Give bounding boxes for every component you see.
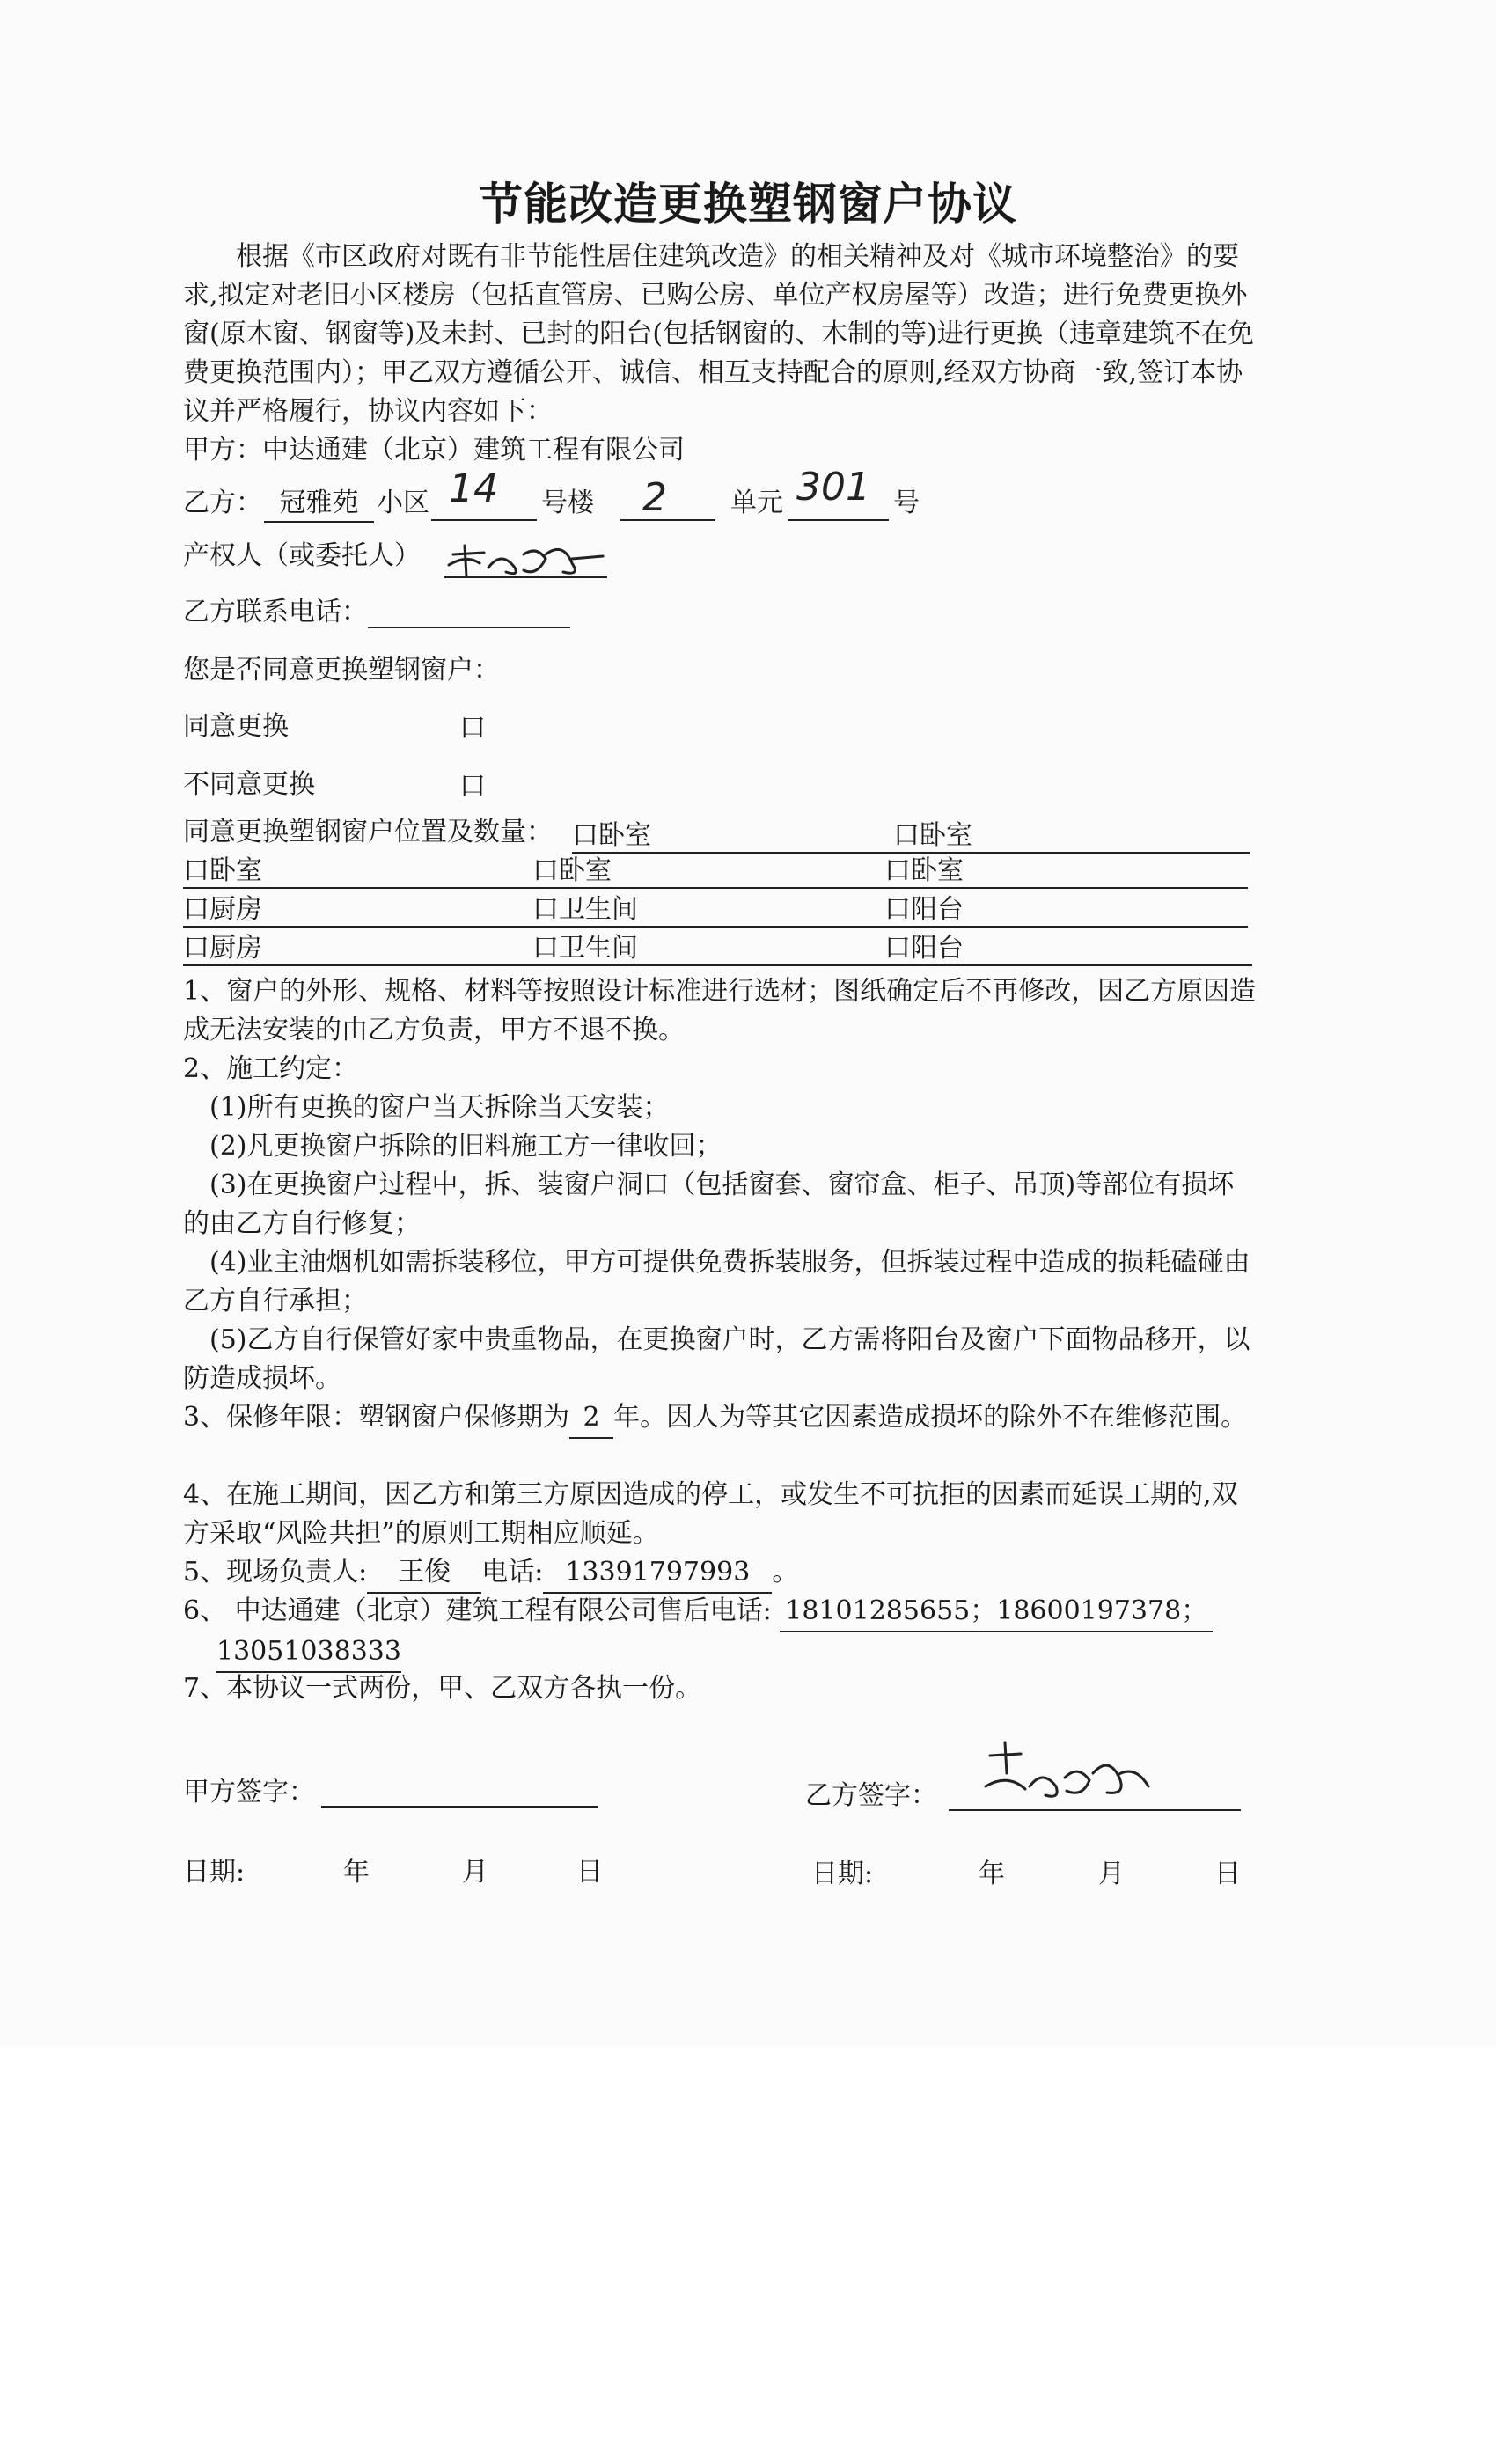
room-suffix: 号 bbox=[893, 488, 920, 518]
unit-number-handwritten: 2 bbox=[642, 475, 667, 520]
clause-2-5: (5)乙方自行保管好家中贵重物品，在更换窗户时，乙方需将阳台及窗户下面物品移开，以防造成损坏。 bbox=[183, 1324, 1250, 1394]
clause-3-post: 年。因人为等其它因素造成损坏的除外不在维修范围。 bbox=[613, 1402, 1248, 1433]
phone-label: 乙方联系电话： bbox=[183, 597, 368, 627]
consent-question: 您是否同意更换塑钢窗户： bbox=[183, 655, 500, 686]
building-underline bbox=[431, 519, 537, 521]
clause-3-pre: 3、保修年限：塑钢窗户保修期为 bbox=[183, 1402, 570, 1433]
phone-field[interactable] bbox=[368, 627, 570, 628]
window-option[interactable]: 口阳台 bbox=[884, 933, 964, 964]
community-name: 冠雅苑 bbox=[264, 486, 374, 523]
clause-6 bbox=[183, 1592, 1257, 1673]
clause-5-phone-label: 电话: bbox=[481, 1557, 544, 1588]
owner-label: 产权人（或委托人） bbox=[183, 540, 421, 571]
disagree-label: 不同意更换 bbox=[183, 769, 315, 800]
clause-2-2: (2)凡更换窗户拆除的旧料施工方一律收回； bbox=[209, 1131, 722, 1162]
clause-6-pre: 6、 中达通建（北京）建筑工程有限公司售后电话: bbox=[183, 1595, 772, 1626]
site-manager-phone: 13391797993 bbox=[543, 1553, 772, 1594]
party-b-date-day: 日 bbox=[1214, 1859, 1241, 1889]
window-option[interactable]: 口卧室 bbox=[893, 820, 972, 851]
warranty-years: 2 bbox=[569, 1398, 613, 1439]
party-a-date-month: 月 bbox=[462, 1857, 488, 1888]
building-number-handwritten: 14 bbox=[449, 466, 498, 511]
unit-underline bbox=[620, 519, 715, 521]
windows-row-line bbox=[183, 964, 1252, 966]
party-b-signature bbox=[977, 1738, 1162, 1808]
room-underline bbox=[788, 519, 889, 521]
clause-2-4: (4)业主油烟机如需拆装移位，甲方可提供免费拆装服务，但拆装过程中造成的损耗磕碰由乙方自行承担； bbox=[183, 1247, 1250, 1316]
unit-suffix: 单元 bbox=[730, 488, 783, 518]
document-title: 节能改造更换塑钢窗户协议 bbox=[479, 179, 1017, 230]
clause-1: 1、窗户的外形、规格、材料等按照设计标准进行选材；图纸确定后不再修改，因乙方原因造成无法安装的由乙方负责，甲方不退不换。 bbox=[183, 976, 1257, 1045]
clause-3 bbox=[183, 1398, 1257, 1439]
window-option[interactable]: 口卧室 bbox=[884, 855, 964, 886]
community-suffix: 小区 bbox=[377, 488, 429, 518]
party-b-signature-field[interactable] bbox=[949, 1809, 1241, 1811]
party-b-date-year: 年 bbox=[979, 1859, 1005, 1889]
windows-label: 同意更换塑钢窗户位置及数量： bbox=[183, 817, 553, 847]
clause-5 bbox=[183, 1553, 1257, 1594]
party-a-signature-label: 甲方签字： bbox=[183, 1777, 315, 1808]
party-b-signature-label: 乙方签字： bbox=[805, 1780, 937, 1811]
agree-checkbox[interactable]: 口 bbox=[459, 713, 486, 744]
clause-2-1: (1)所有更换的窗户当天拆除当天安装； bbox=[209, 1092, 670, 1123]
window-option[interactable]: 口卧室 bbox=[532, 855, 612, 886]
party-a-signature-field[interactable] bbox=[321, 1806, 598, 1808]
window-option[interactable]: 口卫生间 bbox=[532, 933, 638, 964]
after-sales-phones: 18101285655；18600197378； bbox=[780, 1592, 1213, 1632]
party-b-date-month: 月 bbox=[1098, 1859, 1125, 1889]
disagree-checkbox[interactable]: 口 bbox=[459, 771, 486, 802]
window-option[interactable]: 口卫生间 bbox=[532, 894, 638, 925]
window-option[interactable]: 口阳台 bbox=[884, 894, 964, 925]
window-option[interactable]: 口卧室 bbox=[572, 820, 651, 851]
party-b-date-label: 日期: bbox=[811, 1859, 874, 1889]
windows-row-line bbox=[183, 887, 1248, 889]
clause-2-3: (3)在更换窗户过程中，拆、装窗户洞口（包括窗套、窗帘盒、柜子、吊顶)等部位有损坏的由乙方自行修复； bbox=[183, 1170, 1235, 1239]
window-option[interactable]: 口卧室 bbox=[183, 855, 262, 886]
party-a-date-year: 年 bbox=[343, 1857, 370, 1888]
party-a-line: 甲方：中达通建（北京）建筑工程有限公司 bbox=[183, 435, 685, 466]
room-number-handwritten: 301 bbox=[796, 465, 870, 510]
after-sales-phone-3: 13051038333 bbox=[216, 1632, 401, 1673]
party-a-date-label: 日期: bbox=[183, 1857, 246, 1888]
clause-2: 2、施工约定： bbox=[183, 1053, 359, 1084]
party-a-date-day: 日 bbox=[576, 1857, 603, 1888]
clause-5-pre: 5、现场负责人: bbox=[183, 1557, 368, 1588]
clause-7: 7、本协议一式两份，甲、乙双方各执一份。 bbox=[183, 1673, 702, 1704]
clause-5-end: 。 bbox=[772, 1557, 799, 1588]
windows-row-line bbox=[183, 926, 1248, 928]
clause-4: 4、在施工期间，因乙方和第三方原因造成的停工，或发生不可抗拒的因素而延误工期的,双方采取“风险共担”的原则工期相应顺延。 bbox=[183, 1479, 1238, 1549]
intro-paragraph: 根据《市区政府对既有非节能性居住建筑改造》的相关精神及对《城市环境整治》的要求,拟定对老旧小区楼房（包括直管房、已购公房、单位产权房屋等）改造；进行免费更换外窗(原木窗、钢窗等)及未封、已封的阳台(包括钢窗的、木制的等)进行更换（违章建筑不在免费更换范围内）；甲乙双方遵循公开、诚信、相互支持配合的原则,经双方协商一致,签订本协议并严格履行，协议内容如下： bbox=[183, 241, 1254, 427]
site-manager-name: 王俊 bbox=[367, 1553, 481, 1594]
window-option[interactable]: 口厨房 bbox=[183, 933, 262, 964]
window-option[interactable]: 口厨房 bbox=[183, 894, 262, 925]
owner-signature bbox=[440, 528, 616, 581]
building-suffix: 号楼 bbox=[541, 488, 594, 518]
agree-label: 同意更换 bbox=[183, 711, 289, 742]
party-b-label: 乙方： bbox=[183, 488, 262, 518]
